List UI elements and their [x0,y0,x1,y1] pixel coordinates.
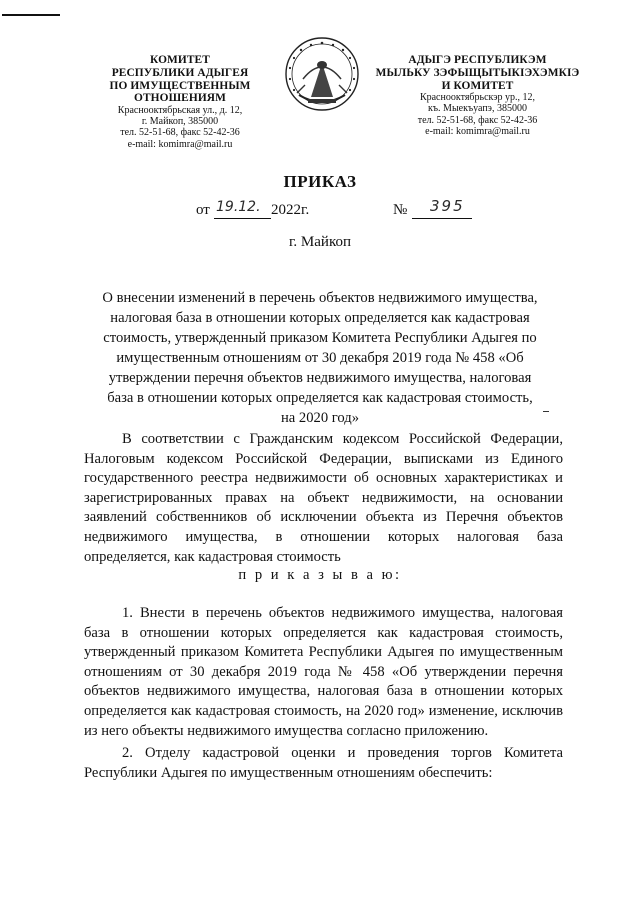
handwritten-date: 19.12. [216,199,261,215]
header-left-org-line1: КОМИТЕТ [150,54,210,66]
date-prefix: от [196,202,210,218]
header-left-city: г. Майкоп, 385000 [141,116,219,128]
date-year: 2022г. [271,202,310,218]
item-1-paragraph: 1. Внести в перечень объектов недвижимого имущества, налоговая база в отношении которых определяется как кадастровая стоимость, утвержденный приказом Комитета Республики Адыгея по имущественным отношениям от 30 декабря 2019 года № 458 «Об утверждении перечня объектов недвижимого имущества, налоговая база в отношении которых определяется как кадастровая стоимость, на 2020 год» изменение, исключив из него объекты недвижимого имущества согласно приложению. [84,605,563,739]
document-city: г. Майкоп [288,234,352,250]
orders-word: п р и к а з ы в а ю: [238,567,402,583]
date-underline [214,218,271,219]
header-right-address: Краснооктябрьскэр ур., 12, [419,92,536,104]
number-underline [412,218,472,219]
header-right-email: e-mail: komimra@mail.ru [425,125,530,137]
header-right-phone: тел. 52-51-68, факс 52-42-36 [417,114,538,126]
number-sign: № [393,202,408,218]
header-left-address: Краснооктябрьская ул., д. 12, [117,105,243,117]
header-right-org-line3: И КОМИТЕТ [441,79,514,92]
header-left-block [75,54,285,150]
handwritten-number: 395 [430,197,465,215]
header-right-block [375,54,580,137]
preamble-paragraph: В соответствии с Гражданским кодексом Российской Федерации, Налоговым кодексом Российской Федерации, выписками из Единого государственного реестра недвижимости об основных характеристиках и зарегистрированных правах на объект недвижимости, на основании заявлений собственников об исключении объекта из Перечня объектов недвижимого имущества, в отношении которых налоговая база определяется, как кадастровая стоимость [84,431,563,565]
adygea-coat-of-arms-icon [281,35,363,113]
date-number-line [0,197,640,226]
scan-mark [543,411,549,412]
header-left-org-line3: ПО ИМУЩЕСТВЕННЫМ ОТНОШЕНИЯМ [109,79,251,105]
document-subject: О внесении изменений в перечень объектов недвижимого имущества, налоговая база в отношении которых определяется как кадастровая стоимость, утвержденный приказом Комитета Республики Адыгея по имущественным отношениям от 30 декабря 2019 года № 458 «Об утверждении перечня объектов недвижимого имущества, налоговая база в отношении которых определяется как кадастровая стоимость, на 2020 год» [102,290,538,426]
header-left-org-line2: РЕСПУБЛИКИ АДЫГЕЯ [111,66,249,79]
header-right-org-line2: МЫЛЬКУ ЗЭФЫЩЫТЫКIЭХЭМКIЭ [375,66,580,79]
header-right-org-line1: АДЫГЭ РЕСПУБЛИКЭМ [408,54,547,66]
corner-mark [2,14,60,16]
header-right-city: къ. Мыекъуапэ, 385000 [428,103,527,115]
document-title: ПРИКАЗ [283,172,357,191]
item-2-paragraph: 2. Отделу кадастровой оценки и проведения торгов Комитета Республики Адыгея по имущественным отношениям обеспечить: [84,745,563,781]
header-left-email: e-mail: komimra@mail.ru [127,138,233,150]
header-left-phone: тел. 52-51-68, факс 52-42-36 [120,127,240,139]
